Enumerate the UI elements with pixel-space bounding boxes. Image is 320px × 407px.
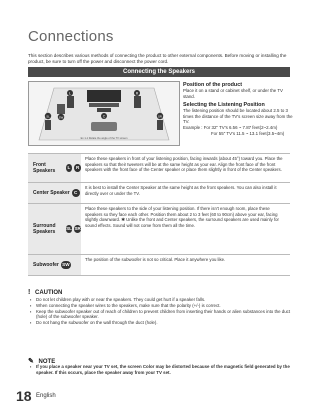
- position-heading: Position of the product: [183, 82, 242, 88]
- room-illustration: [29, 82, 179, 145]
- position-info: [183, 82, 293, 136]
- speaker-layout-diagram: [28, 81, 180, 146]
- example-line-1: Example : For 32" TV's 6.56 ~ 7.87 feet(2~2.4m): [183, 124, 278, 130]
- listening-heading: Selecting the Listening Position: [183, 102, 265, 109]
- svg-text:SW: SW: [58, 115, 64, 120]
- speaker-label: Subwoofer: [33, 262, 59, 268]
- caution-item: ▪ Do not let children play with or near the speakers. They could get hurt if a speaker falls.: [30, 297, 292, 303]
- note-list: [30, 364, 292, 376]
- table-row: [28, 254, 290, 276]
- subwoofer: [57, 104, 65, 114]
- svg-text:C: C: [102, 114, 106, 119]
- speaker-description: Place these speakers in front of your listening position, facing inwards (about 45°) toward you. Place the speakers so that their tweeters will be at the same height as your ear. Align the front face of the front speakers with the front face of the Center speaker or place them slightly in front of the Center speakers.: [85, 156, 283, 173]
- front-left-speaker: [67, 96, 74, 108]
- example-line-2: For 55" TV's 11.5 ~ 13.1 feet(3.5~4m): [211, 130, 285, 136]
- caution-item: ▪ Keep the subwoofer speaker out of reach of children to prevent children from inserting their hands or alien substances into the duct (hole) of the subwoofer speaker.: [30, 309, 292, 321]
- speaker-badge: SW: [62, 262, 70, 267]
- center-speaker: [97, 108, 111, 112]
- sofa: [91, 122, 117, 131]
- table-row: [28, 182, 290, 203]
- speaker-label-cell: [28, 183, 81, 203]
- note-title-text: NOTE: [38, 359, 56, 365]
- speaker-label: Surround Speakers: [33, 223, 56, 235]
- speaker-badge: SL: [66, 226, 72, 231]
- position-body: Place it on a stand or cabinet shelf, or under the TV stand.: [183, 88, 283, 99]
- note-item: ▪ If you place a speaker near your TV set, the screen Color may be distorted because of the magnetic field generated by the speaker. If this occurs, place the speaker away from your TV set.: [30, 364, 292, 376]
- speaker-badge: R: [75, 165, 80, 170]
- listening-body: The listening position should be located about 2.5 to 3 times the distance of the TV's screen size away from the TV.: [183, 108, 293, 125]
- page-title: Connections: [28, 28, 114, 45]
- caution-list: [30, 297, 292, 326]
- front-right-speaker: [134, 96, 141, 108]
- warning-icon: !: [28, 289, 31, 296]
- speaker-label-cell: [28, 204, 81, 254]
- page-number: 18: [16, 388, 32, 404]
- page-language: English: [36, 393, 56, 399]
- table-row: [28, 203, 290, 254]
- pencil-icon: ✎: [28, 358, 34, 365]
- speaker-placement-table: [28, 153, 290, 276]
- surround-right-speaker: [157, 120, 163, 130]
- speaker-description: It is best to install the Center Speaker at the same height as the front speakers. You can also install it directly over or under the TV.: [85, 185, 277, 196]
- caution-item: ▪ When connecting the speaker wires to the speakers, make sure that the polarity (+/-) is correct.: [30, 303, 292, 309]
- speaker-badge: SR: [74, 226, 81, 231]
- svg-text:SR: SR: [158, 114, 162, 119]
- caution-item: ▪ Do not hang the subwoofer on the wall through the duct (hole).: [30, 320, 292, 326]
- caution-title-text: CAUTION: [35, 290, 63, 296]
- speaker-label-cell: [28, 154, 81, 182]
- surround-left-speaker: [45, 120, 51, 130]
- speaker-label-cell: [28, 255, 81, 275]
- section-header: Connecting the Speakers: [28, 67, 290, 77]
- svg-text:SL: SL: [46, 114, 50, 119]
- caution-heading: [28, 289, 62, 296]
- diagram-caption: Ex 1-1 Relate the angle of the TV screen: [80, 137, 128, 140]
- table-row: [28, 153, 290, 182]
- intro-text: This section describes various methods of connecting the product to other external components. Before moving or installing the product, be sure to turn off the power and disconnect the power cord.: [28, 53, 287, 64]
- speaker-label: Front Speakers: [33, 162, 56, 174]
- svg-text:L: L: [69, 91, 71, 96]
- speaker-badge: L: [67, 165, 71, 170]
- speaker-badge: C: [72, 189, 80, 197]
- speaker-label: Center Speaker: [33, 190, 70, 196]
- speaker-description: The position of the subwoofer is not so critical. Place it anywhere you like.: [85, 257, 226, 262]
- speaker-description: Place these speakers to the side of your listening position. If there isn't enough room, place these speakers so they face each other. Position them about 2 to 3 feet (60 to 90cm) above your ear, facing slightly downward. ✱ Unlike the front and Center speakers, the surround speakers are used mainly for sound effects. Sound will not come from them all the time.: [85, 206, 279, 228]
- svg-text:R: R: [135, 91, 139, 96]
